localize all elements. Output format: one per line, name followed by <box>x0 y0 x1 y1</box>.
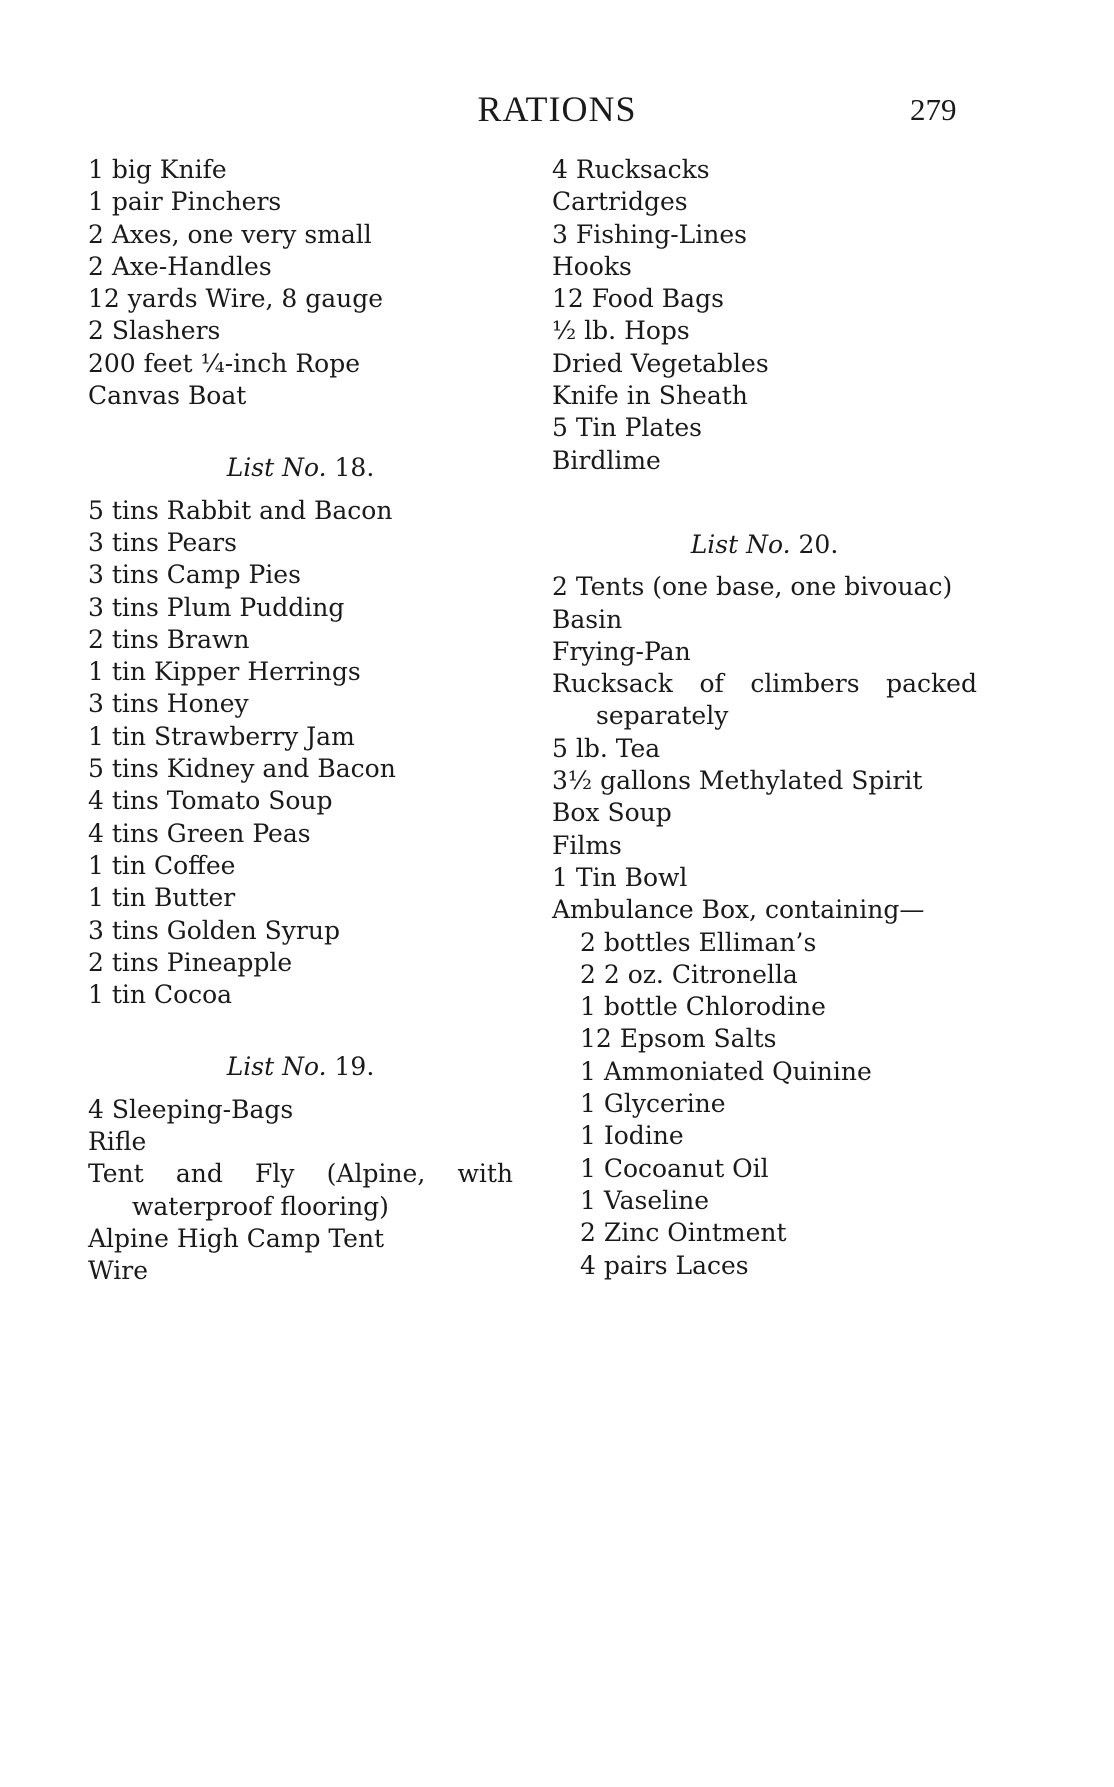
list-item: 4 tins Tomato Soup <box>88 786 333 816</box>
sub-list-item: 12 Epsom Salts <box>580 1024 777 1054</box>
list-item: Dried Vegetables <box>552 348 769 378</box>
word: packed <box>886 669 977 699</box>
list-item: 3 tins Pears <box>88 527 237 557</box>
list-heading-label: List No. <box>226 453 327 483</box>
list-20-heading <box>552 529 977 561</box>
list-heading-label: List No. <box>690 529 791 559</box>
list-item: ½ lb. Hops <box>552 316 690 346</box>
list-item: 4 Sleeping-Bags <box>88 1094 294 1124</box>
list-item: Knife in Sheath <box>552 381 748 411</box>
list-item: 1 tin Butter <box>88 883 236 913</box>
list-item: Hooks <box>552 251 632 281</box>
list-item: 2 tins Pineapple <box>88 947 293 977</box>
word: Tent <box>88 1159 144 1189</box>
list-item: 2 Tents (one base, one bivouac) <box>552 572 953 602</box>
word: of <box>699 669 724 699</box>
page-title: RATIONS <box>477 89 637 129</box>
list-item-continuation: waterproof flooring) <box>132 1191 389 1221</box>
sub-list-item: 2 bottles Elliman’s <box>580 927 817 957</box>
list-item: Basin <box>552 604 623 634</box>
list-item: 12 yards Wire, 8 gauge <box>88 284 384 314</box>
list-item: 3 tins Plum Pudding <box>88 592 345 622</box>
list-item: Wire <box>88 1256 148 1286</box>
list-item: 1 big Knife <box>88 155 227 184</box>
list-item: 5 tins Kidney and Bacon <box>88 754 396 784</box>
list-heading-number: 18. <box>334 453 375 483</box>
list-item: 2 Axe-Handles <box>88 251 272 281</box>
list-item: 2 Axes, one very small <box>88 219 372 249</box>
list-item: 3 tins Camp Pies <box>88 560 301 590</box>
left-column <box>88 154 513 1288</box>
list-item: 5 lb. Tea <box>552 733 661 763</box>
word: (Alpine, <box>326 1159 426 1189</box>
list-item: 200 feet ¼-inch Rope <box>88 348 360 378</box>
list-item: 3 tins Golden Syrup <box>88 915 340 945</box>
list-item: Canvas Boat <box>88 381 247 411</box>
list-item: 4 tins Green Peas <box>88 818 311 848</box>
word: and <box>175 1159 223 1189</box>
sub-list-item: 1 bottle Chlorodine <box>580 992 826 1022</box>
list-heading-number: 19. <box>334 1052 375 1082</box>
list-19-heading <box>88 1051 513 1083</box>
sub-list-item: 1 Cocoanut Oil <box>580 1153 769 1183</box>
right-column <box>552 154 977 1282</box>
list-item: 1 tin Kipper Herrings <box>88 657 361 687</box>
sub-list-item: 1 Iodine <box>580 1121 684 1151</box>
list-item: Rifle <box>88 1127 147 1157</box>
list-item: 3 Fishing-Lines <box>552 219 747 249</box>
list-item: 1 tin Coffee <box>88 850 236 880</box>
list-item: Frying-Pan <box>552 636 691 666</box>
sub-list-item: 2 2 oz. Citronella <box>580 959 798 989</box>
sub-list-item: 4 pairs Laces <box>580 1250 749 1280</box>
list-18-heading <box>88 452 513 484</box>
list-item: 1 pair Pinchers <box>88 187 282 217</box>
word: with <box>457 1159 513 1189</box>
list-item-justified <box>552 668 977 700</box>
list-item: Birdlime <box>552 445 661 475</box>
word: Rucksack <box>552 669 673 699</box>
list-item: Box Soup <box>552 798 672 828</box>
list-item: Films <box>552 830 622 860</box>
list-item: 5 tins Rabbit and Bacon <box>88 495 393 525</box>
list-item: 4 Rucksacks <box>552 155 710 184</box>
list-item: 3 tins Honey <box>88 689 249 719</box>
list-item: 1 tin Strawberry Jam <box>88 721 355 751</box>
sub-list-item: 1 Vaseline <box>580 1185 710 1215</box>
list-item: 1 Tin Bowl <box>552 862 688 892</box>
list-item-continuation: separately <box>596 701 729 731</box>
sub-list-item: 2 Zinc Ointment <box>580 1218 787 1248</box>
sub-list-item: 1 Ammoniated Quinine <box>580 1056 872 1086</box>
list-heading-label: List No. <box>226 1052 327 1082</box>
list-item: 3½ gallons Methylated Spirit <box>552 766 923 796</box>
list-item: 5 Tin Plates <box>552 413 702 443</box>
list-item-justified <box>88 1158 513 1190</box>
list-item: 2 tins Brawn <box>88 624 250 654</box>
sub-list-item: 1 Glycerine <box>580 1089 726 1119</box>
list-item: Cartridges <box>552 187 688 217</box>
list-item: 12 Food Bags <box>552 284 724 314</box>
list-heading-number: 20. <box>798 529 839 559</box>
word: climbers <box>750 669 860 699</box>
list-item: Alpine High Camp Tent <box>88 1223 385 1253</box>
list-item: Ambulance Box, containing— <box>552 895 925 925</box>
word: Fly <box>255 1159 295 1189</box>
list-item: 2 Slashers <box>88 316 221 346</box>
list-item: 1 tin Cocoa <box>88 980 233 1010</box>
page-number: 279 <box>910 92 957 127</box>
